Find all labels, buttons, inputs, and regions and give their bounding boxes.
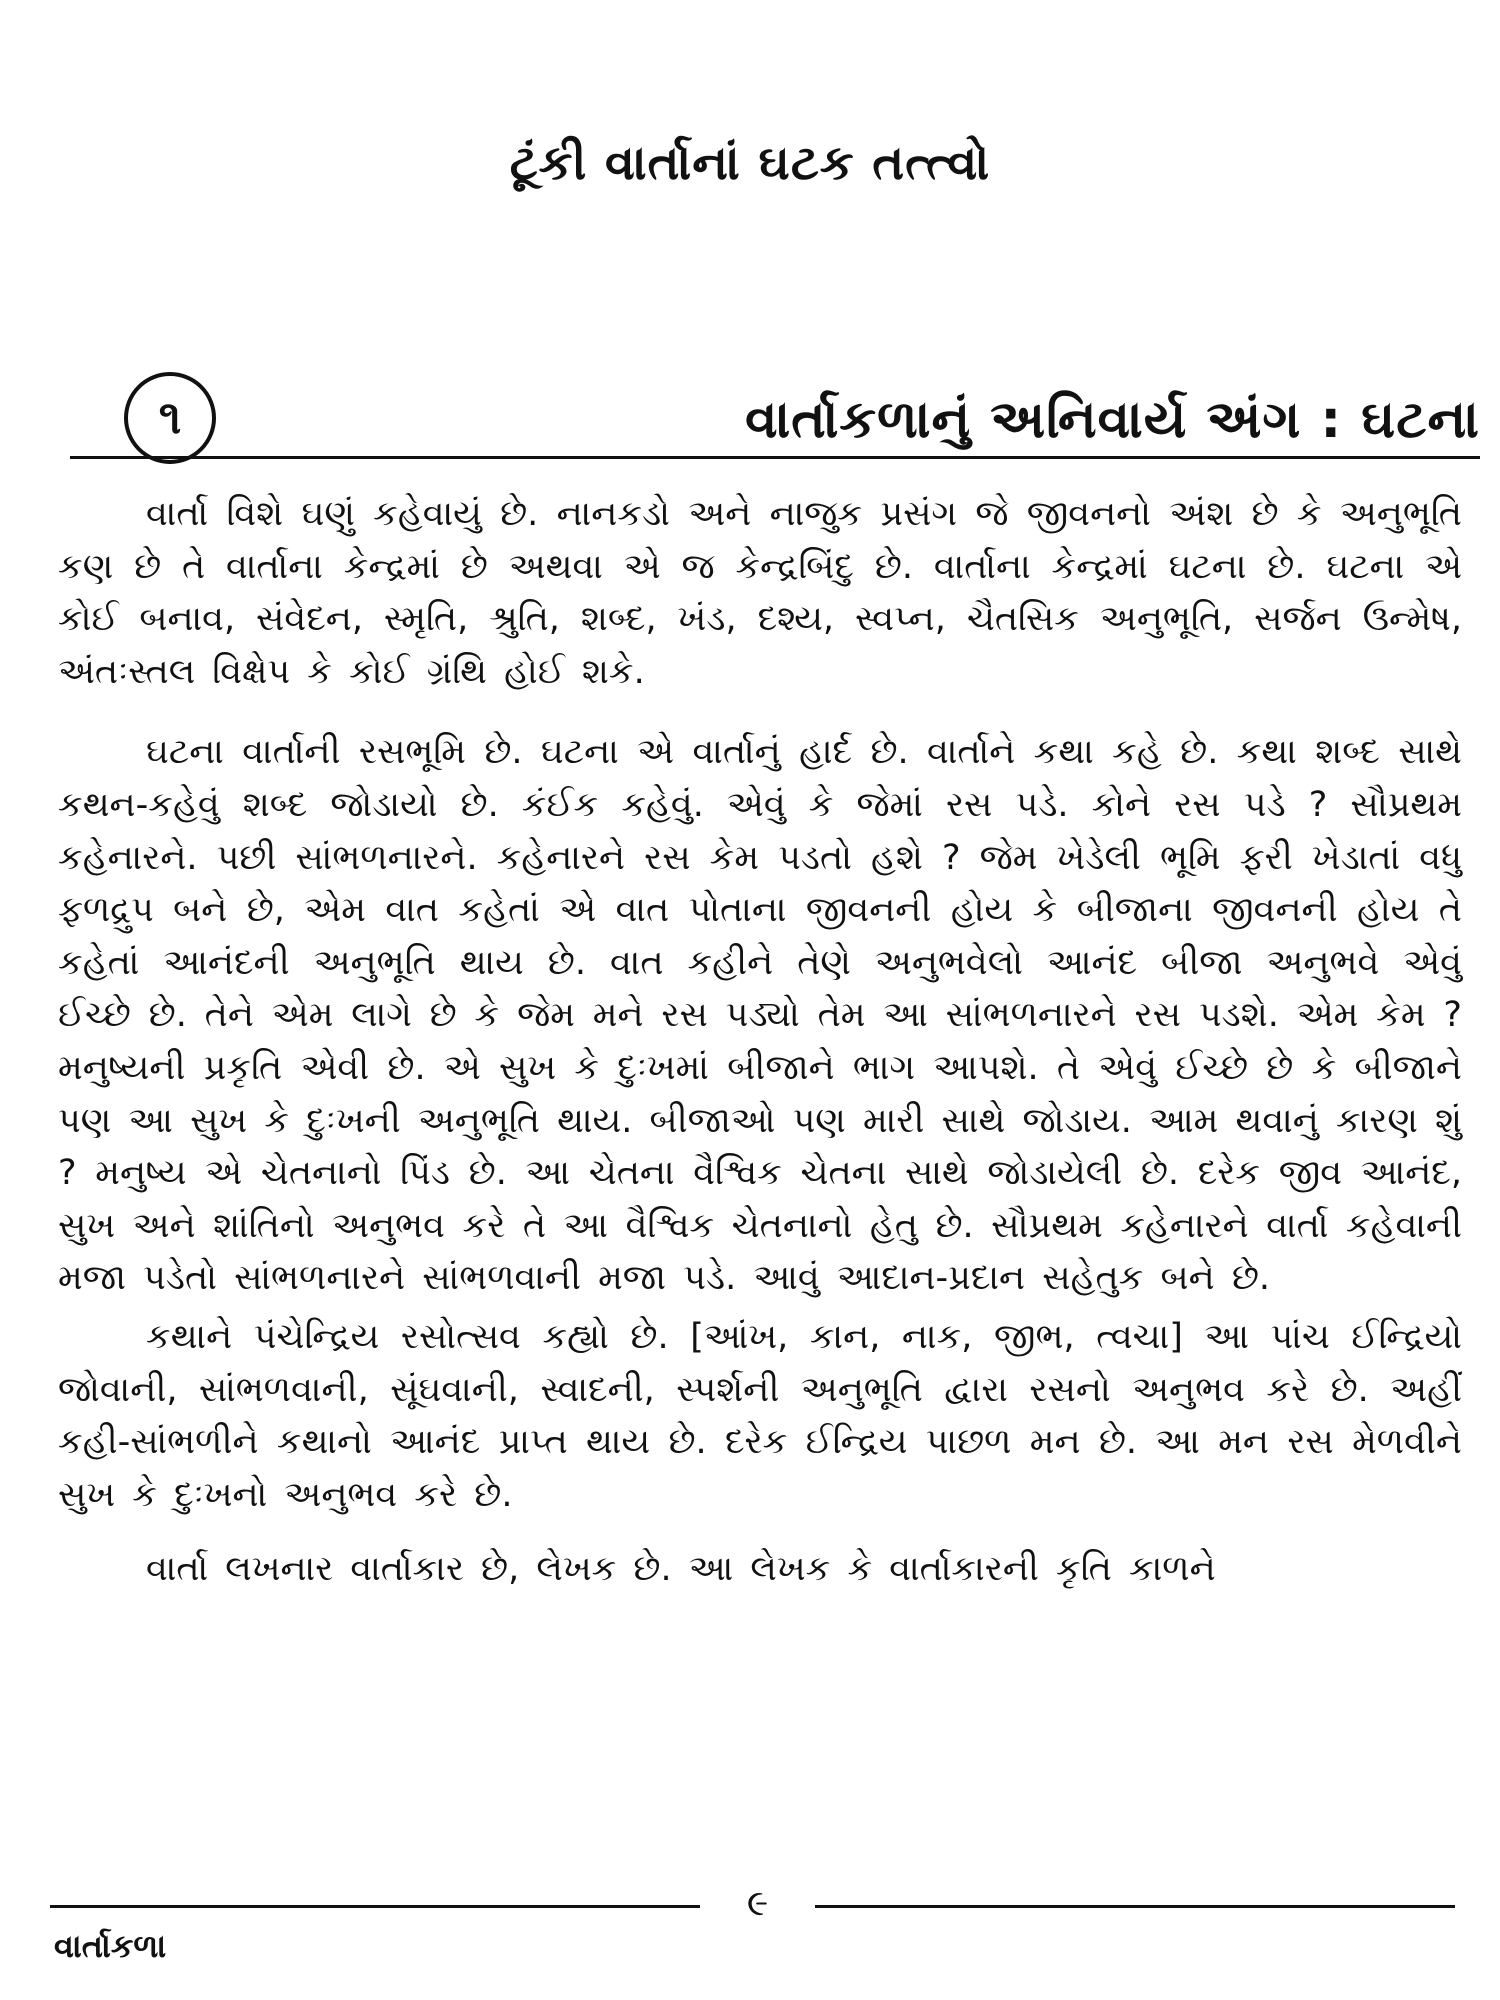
header-divider — [70, 456, 1480, 459]
chapter-title: વાર્તાકળાનું અનિવાર્ય અંગ : ઘટના — [745, 390, 1480, 450]
footer-divider-left — [50, 1905, 700, 1908]
body-text — [58, 488, 1462, 1596]
running-footer-title: વાર્તાકળા — [54, 1927, 167, 1965]
paragraph-2: ઘટના વાર્તાની રસભૂમિ છે. ઘટના એ વાર્તાનું હાર્દ છે. વાર્તાને કથા કહે છે. કથા શબ્દ સાથે કથન-કહેવું શબ્દ જોડાયો છે. કંઈક કહેવું. એવું કે જેમાં રસ પડે. કોને રસ પડે ? સૌપ્રથમ કહેનારને. પછી સાંભળનારને. કહેનારને રસ કેમ પડતો હશે ? જેમ ખેડેલી ભૂમિ ફરી ખેડાતાં વધુ ફળદ્રુપ બને છે, એમ વાત કહેતાં એ વાત પોતાના જીવનની હોય કે બીજાના જીવનની હોય તે કહેતાં આનંદની અનુભૂતિ થાય છે. વાત કહીને તેણે અનુભવેલો આનંદ બીજા અનુભવે એવું ઈચ્છે છે. તેને એમ લાગે છે કે જેમ મને રસ પડ્યો તેમ આ સાંભળનારને રસ પડશે. એમ કેમ ? મનુષ્યની પ્રકૃતિ એવી છે. એ સુખ કે દુઃખમાં બીજાને ભાગ આપશે. તે એવું ઈચ્છે છે કે બીજાને પણ આ સુખ કે દુઃખની અનુભૂતિ થાય. બીજાઓ પણ મારી સાથે જોડાય. આમ થવાનું કારણ શું ? મનુષ્ય એ ચેતનાનો પિંડ છે. આ ચેતના વૈશ્વિક ચેતના સાથે જોડાયેલી છે. દરેક જીવ આનંદ, સુખ અને શાંતિનો અનુભવ કરે તે આ વૈશ્વિક ચેતનાનો હેતુ છે. સૌપ્રથમ કહેનારને વાર્તા કહેવાની મજા પડેતો સાંભળનારને સાંભળવાની મજા પડે. આવું આદાન-પ્રદાન સહેતુક બને છે. — [58, 732, 1462, 1299]
page-title: ટૂંકી વાર્તાનાં ઘટક તત્ત્વો — [509, 135, 991, 191]
footer-divider-right — [815, 1905, 1455, 1908]
paragraph-4: વાર્તા લખનાર વાર્તાકાર છે, લેખક છે. આ લેખક કે વાર્તાકારની કૃતિ કાળને — [146, 1549, 1216, 1590]
chapter-number-badge: ૧ — [124, 372, 216, 464]
page-number: ૯ — [746, 1883, 769, 1924]
paragraph-1: વાર્તા વિશે ઘણું કહેવાયું છે. નાનકડો અને નાજુક પ્રસંગ જે જીવનનો અંશ છે કે અનુભૂતિ કણ છે તે વાર્તાના કેન્દ્રમાં છે અથવા એ જ કેન્દ્રબિંદુ છે. વાર્તાના કેન્દ્રમાં ઘટના છે. ઘટના એ કોઈ બનાવ, સંવેદન, સ્મૃતિ, શ્રુતિ, શબ્દ, ખંડ, દશ્ય, સ્વપ્ન, ચૈતસિક અનુભૂતિ, સર્જન ઉન્મેષ, અંતઃસ્તલ વિક્ષેપ કે કોઈ ગ્રંથિ હોઈ શકે. — [58, 494, 1462, 692]
paragraph-3: કથાને પંચેન્દ્રિય રસોત્સવ કહ્યો છે. [આંખ, કાન, નાક, જીભ, ત્વચા] આ પાંચ ઈન્દ્રિયો જોવાની, સાંભળવાની, સૂંઘવાની, સ્વાદની, સ્પર્શની અનુભૂતિ દ્વારા રસનો અનુભવ કરે છે. અહીં કહી-સાંભળીને કથાનો આનંદ પ્રાપ્ત થાય છે. દરેક ઈન્દ્રિય પાછળ મન છે. આ મન રસ મેળવીને સુખ કે દુઃખનો અનુભવ કરે છે. — [58, 1316, 1462, 1515]
